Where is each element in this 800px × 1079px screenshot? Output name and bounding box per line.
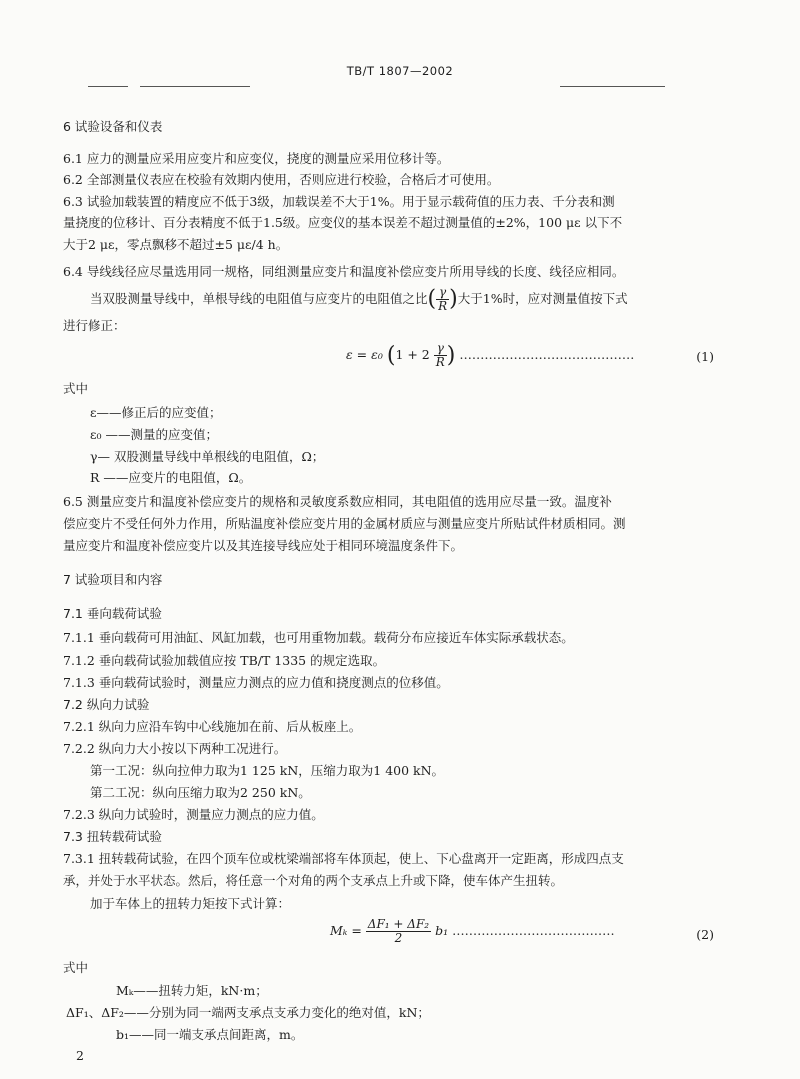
clause-7-2-1: 7.2.1 纵向力应沿车钩中心线施加在前、后从板座上。 [63,719,362,734]
clause-6-2: 6.2 全部测量仪表应在校验有效期内使用，否则应进行校验，合格后才可使用。 [63,172,500,187]
section-7-heading: 7 试验项目和内容 [63,572,163,587]
clause-7-3-1-line1: 7.3.1 扭转载荷试验，在四个顶车位或枕梁端部将车体顶起，使上、下心盘离开一定距离，形成四点支 [63,851,624,866]
def-r: R ——应变片的电阻值，Ω。 [90,470,252,485]
clause-6-5-line1: 6.5 测量应变片和温度补偿应变片的规格和灵敏度系数应相同，其电阻值的选用应尽量一致。温度补 [63,494,612,509]
section-7-2-heading: 7.2 纵向力试验 [63,697,150,712]
def-b1: b₁——同一端支承点间距离，m。 [116,1027,304,1042]
eq2-num: ΔF₁ + ΔF₂ [367,917,430,931]
section-7-1-heading: 7.1 垂向载荷试验 [63,606,162,621]
eq2-leader: ………………………………… [452,923,615,938]
clause-7-1-1: 7.1.1 垂向载荷可用油缸、风缸加载，也可用重物加载。载荷分布应接近车体实际承载状态。 [63,630,574,645]
equation-1 [346,342,634,369]
eq1-lhs: ε = ε₀ [346,347,383,362]
inline-paren-close: ) [449,286,458,312]
clause-7-2-2: 7.2.2 纵向力大小按以下两种工况进行。 [63,741,287,756]
where-label-2: 式中 [63,960,89,975]
def-epsilon0: ε₀ ——测量的应变值； [90,427,218,442]
clause-6-4-line3: 进行修正： [63,318,126,333]
clause-7-1-2: 7.1.2 垂向载荷试验加载值应按 TB/T 1335 的规定选取。 [63,653,386,668]
clause-6-3-line1: 6.3 试验加载装置的精度应不低于3级，加载误差不大于1%。用于显示载荷值的压力表、千分表和测 [63,194,615,209]
page-number: 2 [76,1048,84,1063]
clause-6-4-text-post: 大于1%时，应对测量值按下式 [457,291,628,306]
eq1-one-plus: 1 + 2 [395,347,430,362]
eq1-paren-close: ) [446,343,456,368]
section-7-3-heading: 7.3 扭转载荷试验 [63,829,162,844]
def-epsilon: ε——修正后的应变值； [90,405,222,420]
section-6-heading: 6 试验设备和仪表 [63,119,163,134]
inline-frac-den: R [438,299,448,313]
equation-1-number: (1) [696,349,714,364]
clause-6-3-line2: 量挠度的位移计、百分表精度不低于1.5级。应变仪的基本误差不超过测量值的±2%，100 με 以下不 [63,215,623,230]
inline-paren-open: ( [427,286,437,312]
standard-code: TB/T 1807—2002 [346,64,454,78]
case-2: 第二工况：纵向压缩力取为2 250 kN。 [90,785,311,800]
clause-6-5-line3: 量应变片和温度补偿应变片以及其连接导线应处于相同环境温度条件下。 [63,538,464,553]
clause-6-3-line3: 大于2 με，零点飘移不超过±5 με/4 h。 [63,237,289,252]
clause-6-4-line1: 6.4 导线线径应尽量选用同一规格，同组测量应变片和温度补偿应变片所用导线的长度、线径应相同。 [63,264,625,279]
inline-frac-num: γ [436,286,449,300]
eq1-leader: …………………………………… [459,347,635,362]
header-rule-left [88,86,128,87]
where-label-1: 式中 [63,381,89,396]
eq2-den: 2 [394,931,403,945]
def-gamma: γ— 双股测量导线中单根线的电阻值，Ω； [90,449,325,464]
clause-6-1: 6.1 应力的测量应采用应变片和应变仪，挠度的测量应采用位移计等。 [63,151,450,166]
eq2-rhs: b₁ [435,923,449,938]
clause-7-2-3: 7.2.3 纵向力试验时，测量应力测点的应力值。 [63,807,324,822]
case-1: 第一工况：纵向拉伸力取为1 125 kN，压缩力取为1 400 kN。 [90,763,445,778]
equation-2 [330,918,615,945]
equation-2-number: (2) [696,927,714,942]
inline-fraction [436,286,449,313]
eq1-den: R [435,355,445,369]
header-rule-right [560,86,665,87]
eq2-lhs: Mₖ = [330,923,362,938]
eq2-fraction [366,918,431,945]
eq1-paren-open: ( [386,343,396,368]
clause-6-4-line2 [90,286,628,313]
eq1-fraction [434,342,447,369]
clause-6-5-line2: 偿应变片不受任何外力作用，所贴温度补偿应变片用的金属材质应与测量应变片所贴试件材质相同。测 [63,516,626,531]
eq1-num: γ [434,342,447,356]
clause-6-4-text-pre: 当双股测量导线中，单根导线的电阻值与应变片的电阻值之比 [90,291,428,306]
clause-7-3-1-line2: 承，并处于水平状态。然后，将任意一个对角的两个支承点上升或下降，使车体产生扭转。 [63,873,564,888]
clause-7-3-1-line3: 加于车体上的扭转力矩按下式计算： [90,896,291,911]
def-mk: Mₖ——扭转力矩，kN·m； [116,983,268,998]
clause-7-1-3: 7.1.3 垂向载荷试验时，测量应力测点的应力值和挠度测点的位移值。 [63,675,449,690]
header-rule-left-2 [140,86,250,87]
def-delta-f: ΔF₁、ΔF₂——分别为同一端两支承点支承力变化的绝对值，kN； [66,1005,430,1020]
